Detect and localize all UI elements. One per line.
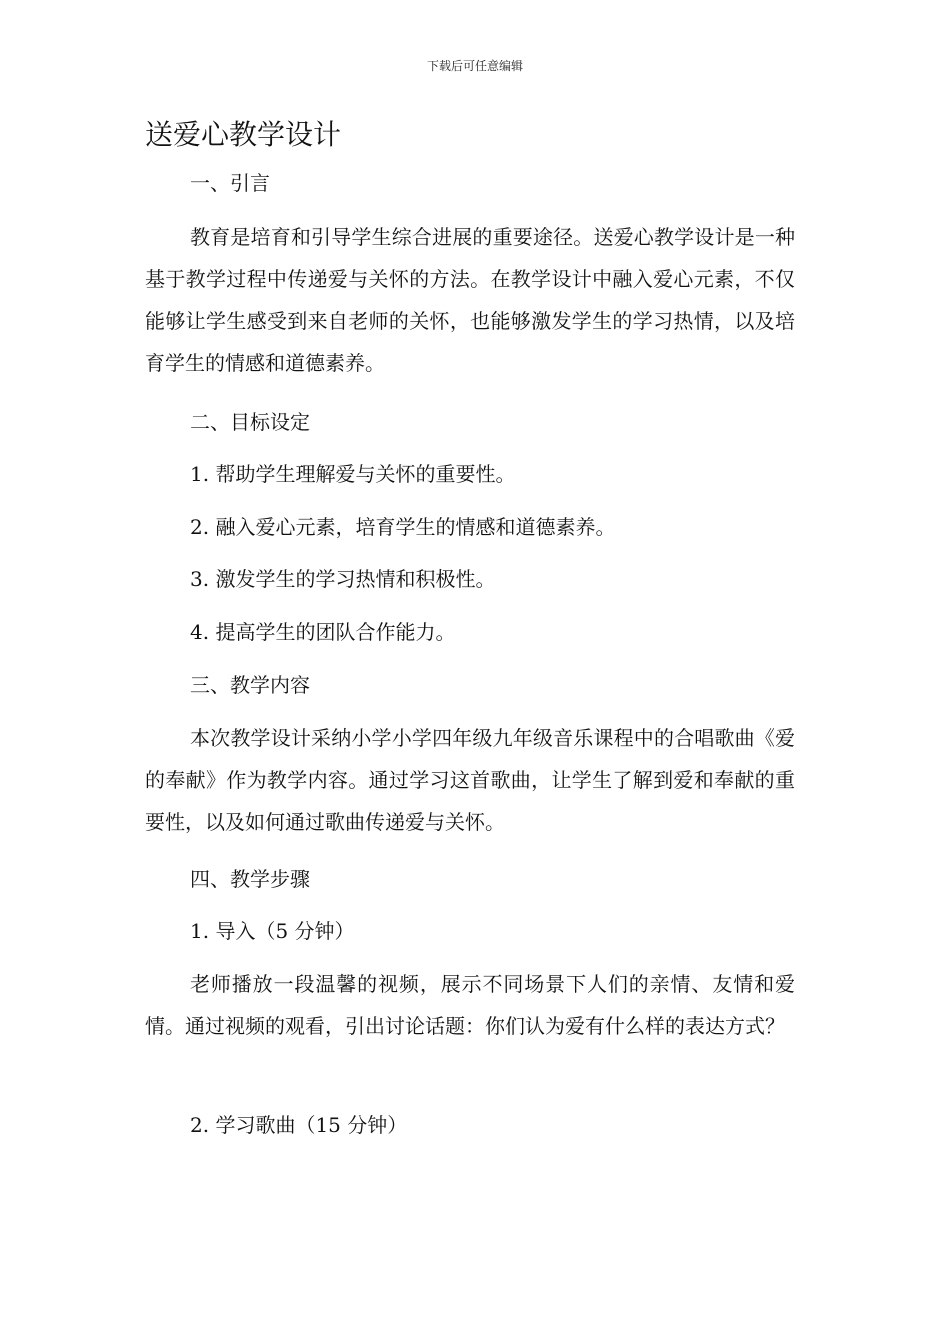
goal-item-3: 3. 激发学生的学习热情和积极性。 (190, 567, 496, 591)
header-note: 下载后可任意编辑 (426, 59, 523, 73)
step-1-title: 1. 导入（5 分钟） (190, 919, 355, 943)
section-heading-content: 三、教学内容 (190, 673, 310, 697)
intro-paragraph: 教育是培育和引导学生综合进展的重要途径。送爱心教学设计是一种基于教学过程中传递爱与关怀的方法。在教学设计中融入爱心元素，不仅能够让学生感受到来自老师的关怀，也能够激发学生的学习热情，以及培育学生的情感和道德素养。 (145, 225, 795, 375)
section-heading-goals: 二、目标设定 (190, 410, 310, 434)
goal-item-4: 4. 提高学生的团队合作能力。 (190, 620, 456, 644)
section-heading-steps: 四、教学步骤 (190, 867, 310, 891)
goal-item-2: 2. 融入爱心元素，培育学生的情感和道德素养。 (190, 515, 616, 539)
section-heading-intro: 一、引言 (190, 171, 270, 195)
content-paragraph: 本次教学设计采纳小学小学四年级九年级音乐课程中的合唱歌曲《爱的奉献》作为教学内容。通过学习这首歌曲，让学生了解到爱和奉献的重要性，以及如何通过歌曲传递爱与关怀。 (145, 726, 795, 834)
step-1-paragraph: 老师播放一段温馨的视频，展示不同场景下人们的亲情、友情和爱情。通过视频的观看，引出讨论话题：你们认为爱有什么样的表达方式？ (145, 972, 795, 1038)
goal-item-1: 1. 帮助学生理解爱与关怀的重要性。 (190, 462, 516, 486)
document-title: 送爱心教学设计 (145, 118, 342, 151)
step-2-title: 2. 学习歌曲（15 分钟） (190, 1113, 408, 1137)
